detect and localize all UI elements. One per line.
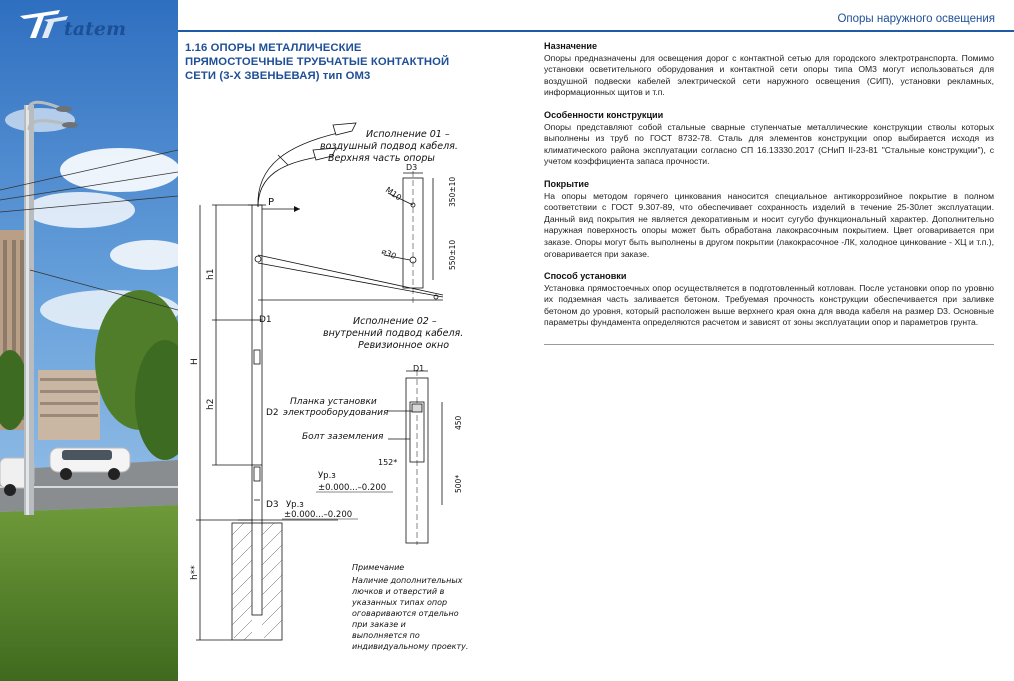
detail-d1-label: D1	[413, 364, 425, 373]
note2-line2: внутренний подвод кабеля.	[323, 328, 464, 339]
remark-line: оговариваются отдельно	[352, 609, 459, 618]
d1-label: D1	[259, 315, 272, 325]
section-title-design: Особенности конструкции	[544, 109, 664, 120]
equipment-plate	[412, 404, 422, 412]
note1-line2: воздушный подвод кабеля.	[320, 141, 458, 152]
section-body-design: Опоры представляют собой стальные сварные ступенчатые металлические конструкции стволы которых выполнены из труб по ГОСТ 8732-78. Сталь для элементов конструкции опор выбирается исходя из климатического района эксплуатации согласно СП 16.13330.2017 (СНиП II-23-81 "Стальные конструкции"), с учетом коэффициента запаса прочности.	[544, 121, 994, 167]
m10-label: M10	[383, 185, 404, 203]
luminaire-upper	[333, 123, 356, 135]
brand-logo-text: tatem	[64, 18, 127, 40]
pole-drawing	[178, 95, 528, 670]
brand-logo	[0, 0, 178, 60]
revision-window	[254, 350, 260, 364]
dim-550-label: 550±10	[448, 239, 457, 270]
console-upper	[258, 255, 443, 295]
load-arrowhead	[294, 206, 300, 212]
section-title-coating: Покрытие	[544, 178, 590, 189]
section-title-installation: Способ установки	[544, 271, 627, 282]
dim-450-label: 450	[454, 415, 463, 430]
note2-line3: Ревизионное окно	[358, 340, 450, 351]
note-version-02	[323, 316, 463, 351]
page-title-line-2: ПРЯМОСТОЕЧНЫЕ ТРУБЧАТЫЕ КОНТАКТНОЙ	[185, 56, 450, 68]
page-title-line-1: 1.16 ОПОРЫ МЕТАЛЛИЧЕСКИЕ	[185, 42, 362, 54]
dim-152-label: 152*	[378, 458, 398, 467]
remark-line: указанных типах опор	[352, 598, 448, 607]
level-2-label: Ур.з	[318, 471, 336, 481]
section-body-purpose: Опоры предназначены для освещения дорог с контактной сетью для городского электротранспорта. Помимо установки осветительного оборудования и контактной сети опоры типа ОМ3 могут использоваться для воздушной подвески кабелей электрической сети наружного освещения (СИП), установки рекламных, информационных щитов и т.п.	[544, 52, 994, 98]
level-2-value: ±0.000...–0.200	[318, 483, 387, 493]
remark-line: лючков и отверстий в	[352, 587, 445, 596]
h2-label: h2	[206, 398, 216, 410]
dim-500-label: 500*	[454, 474, 463, 493]
plate-callout	[283, 397, 389, 442]
level-1-label: Ур.з	[286, 500, 304, 510]
level-1-value: ±0.000...–0.200	[284, 510, 353, 520]
page-title-line-3: СЕТИ (3-Х ЗВЕНЬЕВАЯ) тип ОМ3	[185, 70, 371, 82]
d2-label: D2	[266, 408, 279, 418]
pole-shaft	[252, 205, 262, 615]
section-title-purpose: Назначение	[544, 41, 598, 51]
h1-label: h1	[206, 268, 216, 280]
hstar-label: h**	[190, 565, 200, 580]
console-lower	[258, 263, 443, 297]
console-bolt	[255, 256, 261, 262]
note1-line1: Исполнение 01 –	[366, 129, 450, 140]
foundation	[232, 523, 282, 640]
description-column	[544, 41, 994, 340]
plate-line2: электрооборудования	[283, 408, 389, 418]
text-column-divider	[544, 344, 994, 345]
detail-d3-label: D3	[406, 163, 418, 172]
header-divider	[178, 30, 1014, 32]
dim-350-label: 350±10	[448, 176, 457, 207]
d3-label: D3	[266, 500, 279, 510]
bracket-strut	[278, 155, 288, 165]
remark-line: индивидуальному проекту.	[352, 642, 469, 651]
lower-window	[254, 467, 260, 481]
foundation-hatch	[232, 523, 282, 640]
remark-line: выполняется по	[352, 631, 420, 640]
street-photo	[0, 0, 178, 681]
load-label: P	[268, 197, 275, 208]
remark-line: Наличие дополнительных	[352, 576, 463, 585]
h-label: H	[190, 358, 200, 365]
section-body-coating: На опоры методом горячего цинкования наносится специальное антикоррозийное покрытие в полном соответствии с ГОСТ 9.307-89, что обеспечивает сохранность изделий в течение 25-30лет эксплуатации. Данный вид покрытия не является декоративным и носит сугубо функциональный характер. Дополнительно наружная поверхность опоры может быть обработана лакокрасочным покрытием. Цвет оговаривается при заказе. Опоры могут быть выполнены в другом покрытии (лакокрасочное -ЛК, холодное цинкование - ХЦ и т.п.), оговаривается при заказе.	[544, 190, 994, 259]
plate-line1: Планка установки	[290, 397, 377, 407]
page-title	[185, 41, 485, 83]
remark-block	[351, 563, 468, 651]
bolt-label: Болт заземления	[302, 432, 384, 442]
section-label: Опоры наружного освещения	[837, 13, 995, 25]
d30-label: ⌀30	[380, 246, 398, 262]
section-body-installation: Установка прямостоечных опор осуществляется в подготовленный котлован. После установки опор по уровню их подземная часть заливается бетоном. Требуемая прочность конструкции обеспечивается при заливке бетоном до уровня, который расположен выше верхнего края окна для ввода кабеля на размер D3. Основные параметры фундамента определяются расчетом и зависят от зоны эксплуатации опор и параметров грунта.	[544, 282, 994, 328]
remark-line: при заказе и	[352, 620, 406, 629]
note-version-01	[320, 129, 458, 164]
note1-line3: Верхняя часть опоры	[328, 153, 435, 164]
note2-line1: Исполнение 02 –	[353, 316, 437, 327]
remark-title: Примечание	[352, 563, 405, 572]
